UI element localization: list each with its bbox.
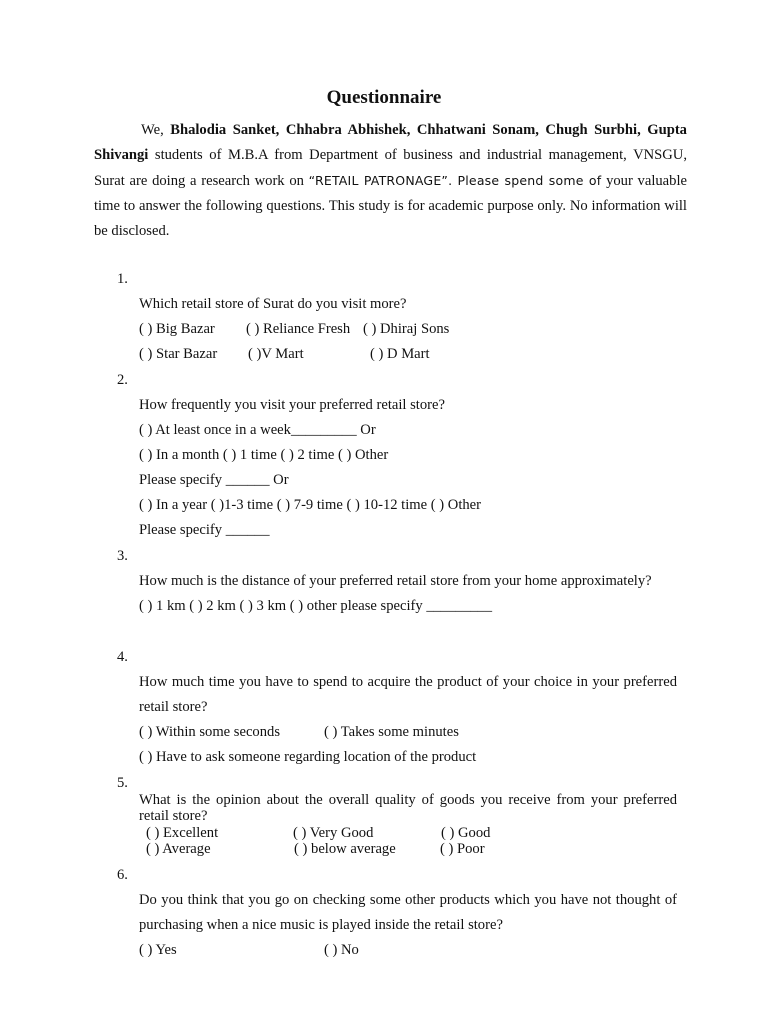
option-row <box>139 342 677 367</box>
option-distance[interactable]: ( ) 1 km ( ) 2 km ( ) 3 km ( ) other please specify _________ <box>139 598 493 614</box>
question-text: What is the opinion about the overall quality of goods you receive from your preferred retail store? <box>139 791 677 824</box>
intro-text-2: your valuable time to answer the following questions. This study is for academic purpose only. No information will be disclosed. <box>94 173 687 239</box>
option-row <box>139 317 677 342</box>
question-text: Do you think that you go on checking some other products which you have not thought of purchasing when a nice music is played inside the retail store? <box>139 892 677 933</box>
option-reliance-fresh[interactable]: ( ) Reliance Fresh <box>246 321 351 337</box>
option-row <box>139 825 677 842</box>
option-average[interactable]: ( ) Average <box>146 841 211 857</box>
question-text: How much time you have to spend to acquire the product of your choice in your preferred retail store? <box>139 674 677 715</box>
question-5 <box>117 775 677 857</box>
question-number: 6. <box>117 867 128 883</box>
option-week[interactable]: ( ) At least once in a week_________ Or <box>139 422 376 438</box>
option-dhiraj-sons[interactable]: ( ) Dhiraj Sons <box>363 321 450 337</box>
option-ask-someone[interactable]: ( ) Have to ask someone regarding location of the product <box>139 749 477 765</box>
option-d-mart[interactable]: ( ) D Mart <box>370 346 430 362</box>
intro-text-1: students of M.B.A from Department of business and industrial management, VNSGU, Surat are doing a research work on <box>94 147 687 189</box>
option-poor[interactable]: ( ) Poor <box>440 841 485 857</box>
intro-paragraph <box>94 118 687 244</box>
question-4 <box>117 645 677 765</box>
question-number: 5. <box>117 775 128 791</box>
option-row <box>139 720 677 745</box>
page-title: Questionnaire <box>326 87 442 108</box>
question-text: Which retail store of Surat do you visit more? <box>139 296 407 312</box>
question-number: 4. <box>117 649 128 665</box>
question-2 <box>117 368 677 538</box>
option-big-bazar[interactable]: ( ) Big Bazar <box>139 321 215 337</box>
option-v-mart[interactable]: ( )V Mart <box>248 346 304 362</box>
question-3 <box>117 544 677 614</box>
option-below-average[interactable]: ( ) below average <box>294 841 396 857</box>
question-text: How much is the distance of your preferred retail store from your home approximately? <box>139 573 652 589</box>
intro-we: We, <box>141 122 171 138</box>
option-no[interactable]: ( ) No <box>324 942 359 958</box>
option-row <box>139 938 677 963</box>
intro-quoted: “RETAIL PATRONAGE”. Please spend some of <box>308 173 602 188</box>
question-1 <box>117 267 677 362</box>
option-row <box>139 841 677 858</box>
question-number: 2. <box>117 372 128 388</box>
option-month[interactable]: ( ) In a month ( ) 1 time ( ) 2 time ( ) Other <box>139 447 389 463</box>
option-takes-minutes[interactable]: ( ) Takes some minutes <box>324 724 459 740</box>
option-very-good[interactable]: ( ) Very Good <box>293 824 374 841</box>
specify-line[interactable]: Please specify ______ <box>139 522 270 538</box>
option-year[interactable]: ( ) In a year ( )1-3 time ( ) 7-9 time ( ) 10-12 time ( ) Other <box>139 497 482 513</box>
question-text: How frequently you visit your preferred retail store? <box>139 397 445 413</box>
option-excellent[interactable]: ( ) Excellent <box>146 824 219 841</box>
option-star-bazar[interactable]: ( ) Star Bazar <box>139 346 218 362</box>
intro-names: Bhalodia Sanket, Chhabra Abhishek, Chhatwani Sonam, Chugh Surbhi, Gupta Shivangi <box>94 122 687 163</box>
question-6 <box>117 863 677 958</box>
option-yes[interactable]: ( ) Yes <box>139 942 177 958</box>
question-number: 3. <box>117 548 128 564</box>
option-within-seconds[interactable]: ( ) Within some seconds <box>139 724 281 740</box>
specify-line[interactable]: Please specify ______ Or <box>139 472 289 488</box>
option-good[interactable]: ( ) Good <box>441 824 491 841</box>
question-number: 1. <box>117 271 128 287</box>
